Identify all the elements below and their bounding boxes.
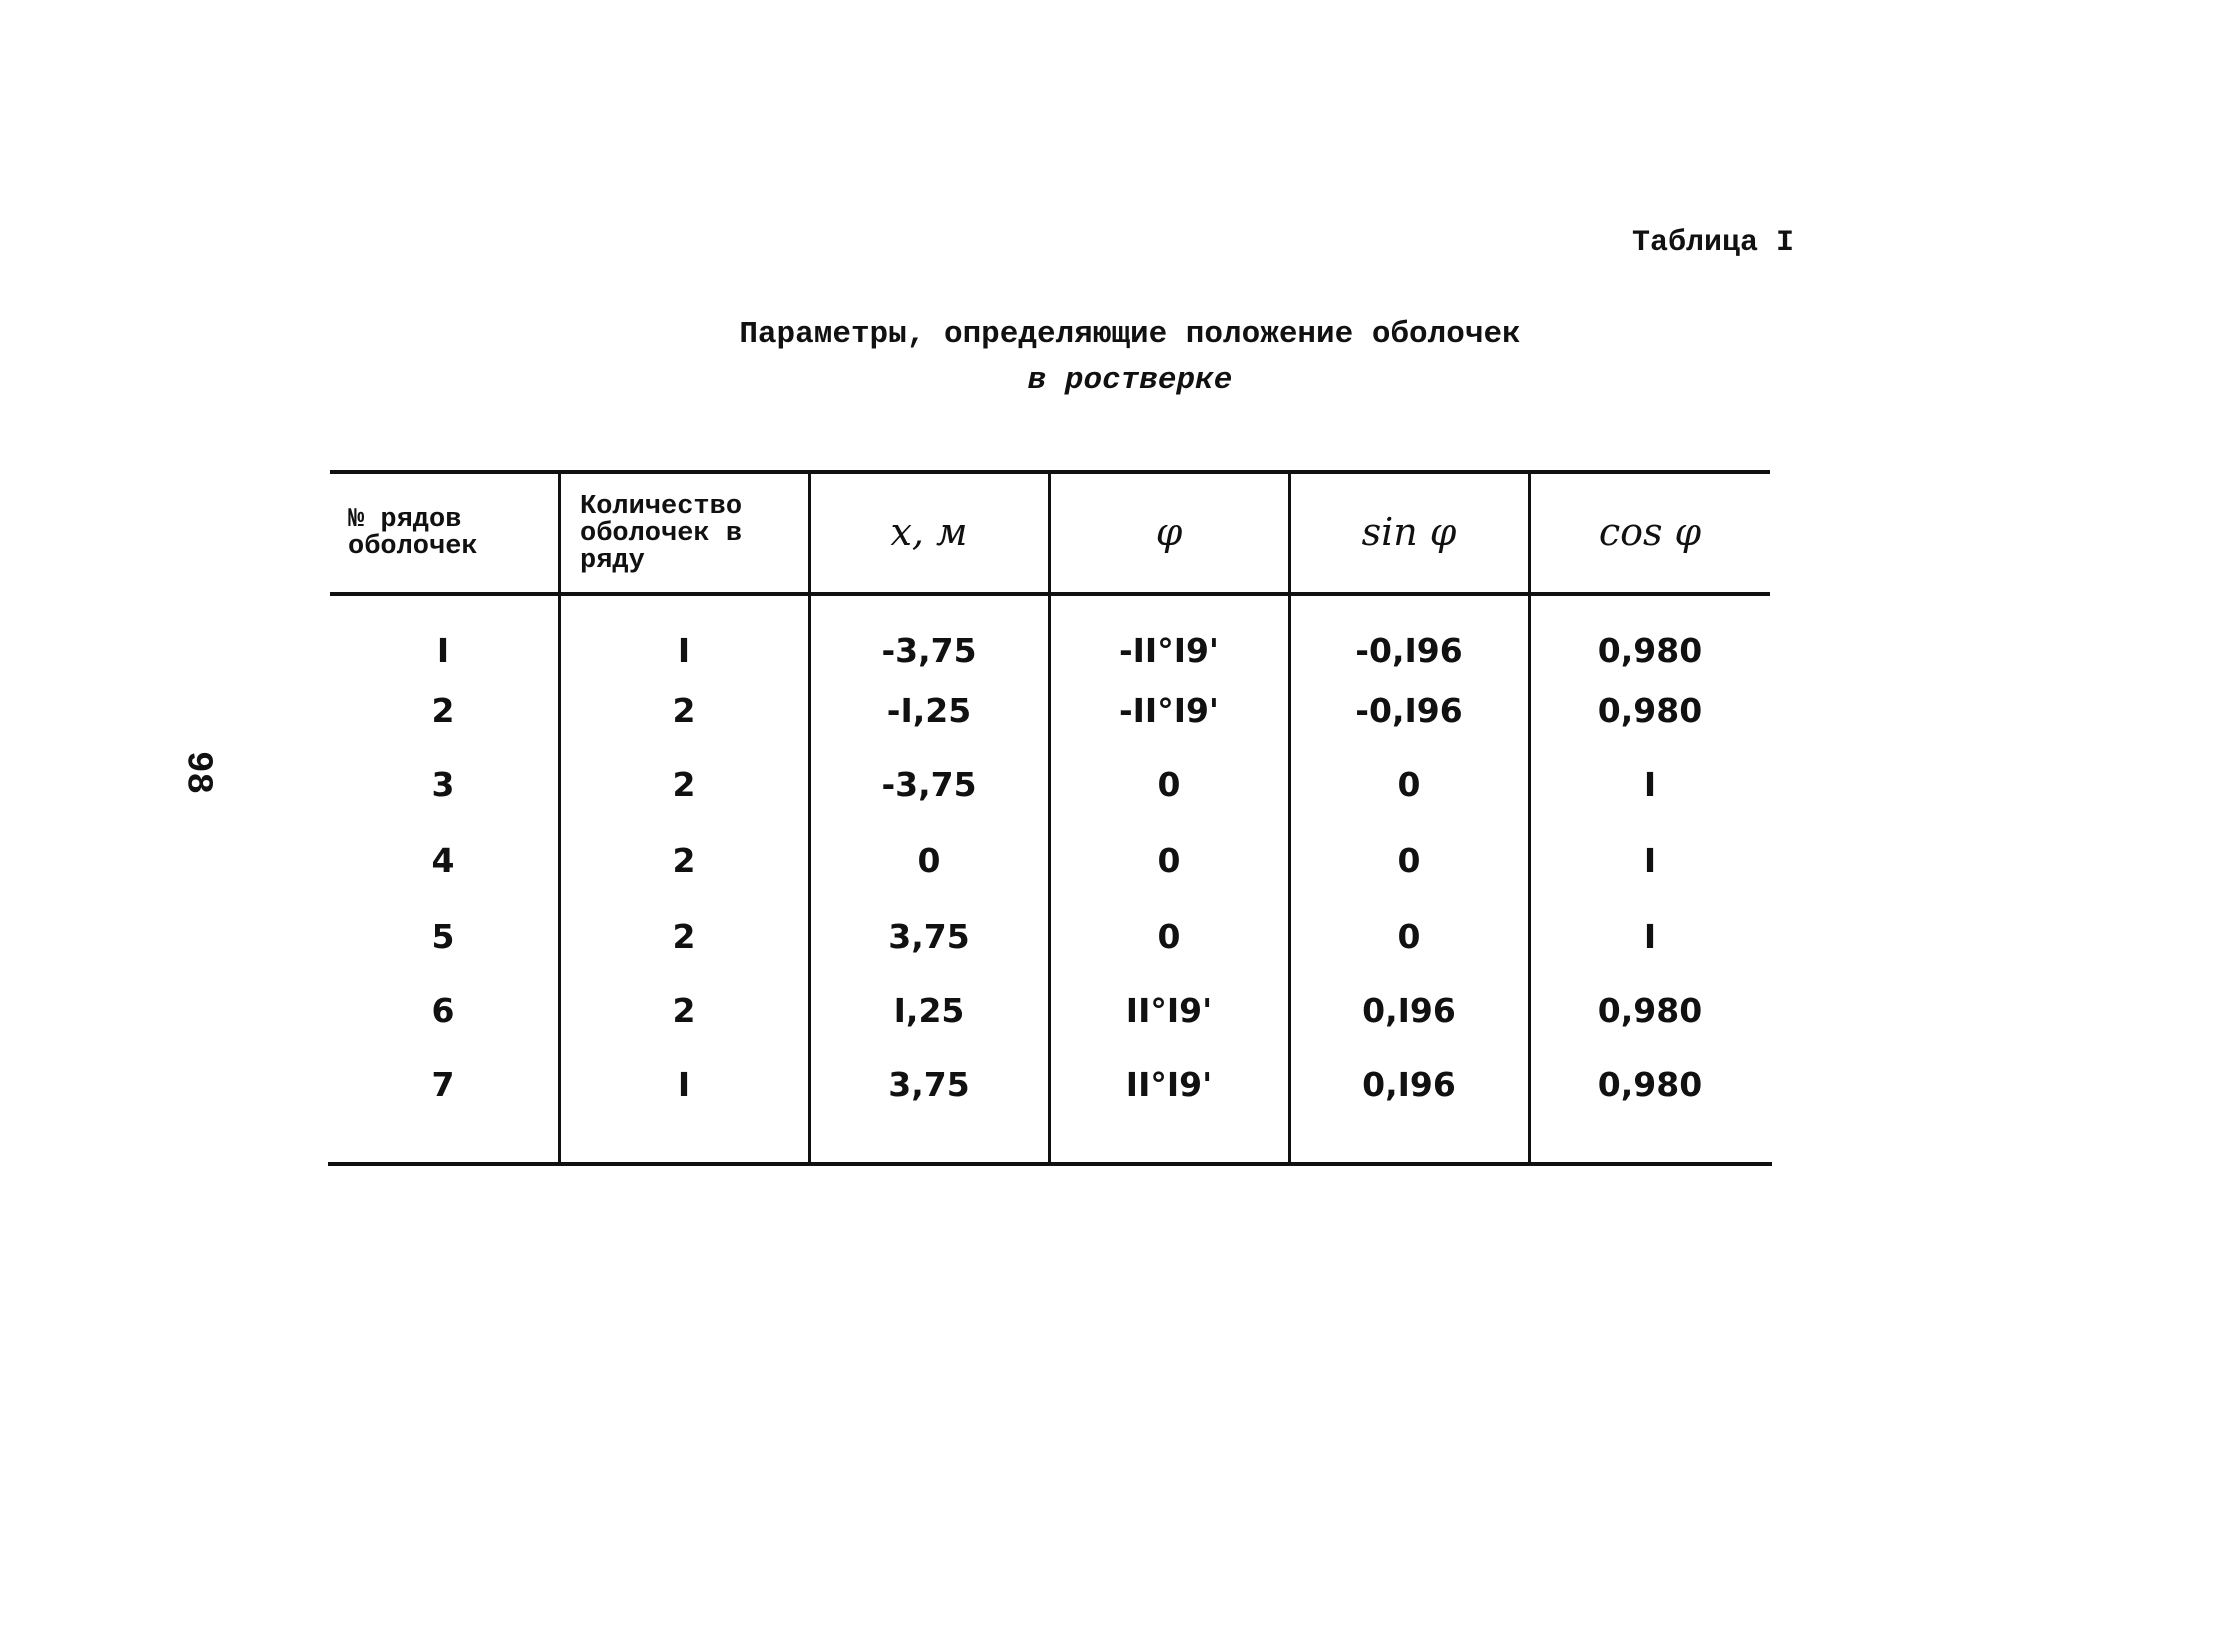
cell-shell-count: I xyxy=(677,630,691,670)
cell-phi-value: 0 xyxy=(1157,764,1181,804)
cell-x-value: -I,25 xyxy=(886,690,972,730)
cell-phi-value: 0 xyxy=(1157,916,1181,956)
cell-phi-value: -II°I9' xyxy=(1118,690,1220,730)
cell-x-value: 3,75 xyxy=(888,916,970,956)
cell-row-number: I xyxy=(436,630,450,670)
cell-cos-phi-value: I xyxy=(1643,916,1657,956)
header-shell-count-text: Количество оболочек в ряду xyxy=(580,491,743,576)
cell-x-value: -3,75 xyxy=(881,630,977,670)
cell-sin-phi-value: 0,I96 xyxy=(1362,990,1456,1030)
page-number: 98 xyxy=(177,750,219,795)
cell-phi-value: II°I9' xyxy=(1125,1064,1213,1104)
cell-cos-phi-value: 0,980 xyxy=(1597,690,1703,730)
table-caption xyxy=(560,312,1700,404)
cell-x-value: I,25 xyxy=(893,990,965,1030)
parameters-table xyxy=(328,470,1772,1166)
cell-row-number: 4 xyxy=(431,840,455,880)
cell-row-number: 2 xyxy=(431,690,455,730)
cell-cos-phi-value: 0,980 xyxy=(1597,630,1703,670)
cell-cos-phi-value: 0,980 xyxy=(1597,990,1703,1030)
cell-sin-phi-value: 0 xyxy=(1397,916,1421,956)
cell-shell-count: 2 xyxy=(672,990,696,1030)
cell-shell-count: 2 xyxy=(672,916,696,956)
cell-cos-phi-value: I xyxy=(1643,764,1657,804)
header-cos-phi: cos φ xyxy=(1598,509,1702,554)
header-row-number-text: № рядов оболочек xyxy=(348,505,478,562)
cell-shell-count: 2 xyxy=(672,764,696,804)
cell-phi-value: II°I9' xyxy=(1125,990,1213,1030)
cell-cos-phi-value: 0,980 xyxy=(1597,1064,1703,1104)
header-x: x, м xyxy=(890,509,968,554)
cell-shell-count: 2 xyxy=(672,840,696,880)
caption-line-1: Параметры, определяющие положение оболочек xyxy=(739,317,1521,352)
cell-x-value: 0 xyxy=(917,840,941,880)
cell-x-value: -3,75 xyxy=(881,764,977,804)
cell-phi-value: -II°I9' xyxy=(1118,630,1220,670)
header-phi: φ xyxy=(1155,509,1183,554)
cell-shell-count: I xyxy=(677,1064,691,1104)
cell-phi-value: 0 xyxy=(1157,840,1181,880)
cell-shell-count: 2 xyxy=(672,690,696,730)
caption-line-2: в ростверке xyxy=(1027,363,1233,398)
cell-cos-phi-value: I xyxy=(1643,840,1657,880)
cell-sin-phi-value: 0 xyxy=(1397,840,1421,880)
cell-sin-phi-value: -0,I96 xyxy=(1355,630,1463,670)
header-row-number xyxy=(328,484,558,584)
cell-sin-phi-value: 0,I96 xyxy=(1362,1064,1456,1104)
cell-row-number: 6 xyxy=(431,990,455,1030)
cell-row-number: 5 xyxy=(431,916,455,956)
cell-sin-phi-value: -0,I96 xyxy=(1355,690,1463,730)
cell-x-value: 3,75 xyxy=(888,1064,970,1104)
header-shell-count xyxy=(560,480,808,588)
table-label: Таблица I xyxy=(1631,226,1794,260)
cell-sin-phi-value: 0 xyxy=(1397,764,1421,804)
header-sin-phi: sin φ xyxy=(1361,509,1457,554)
cell-row-number: 7 xyxy=(431,1064,455,1104)
cell-row-number: 3 xyxy=(431,764,455,804)
